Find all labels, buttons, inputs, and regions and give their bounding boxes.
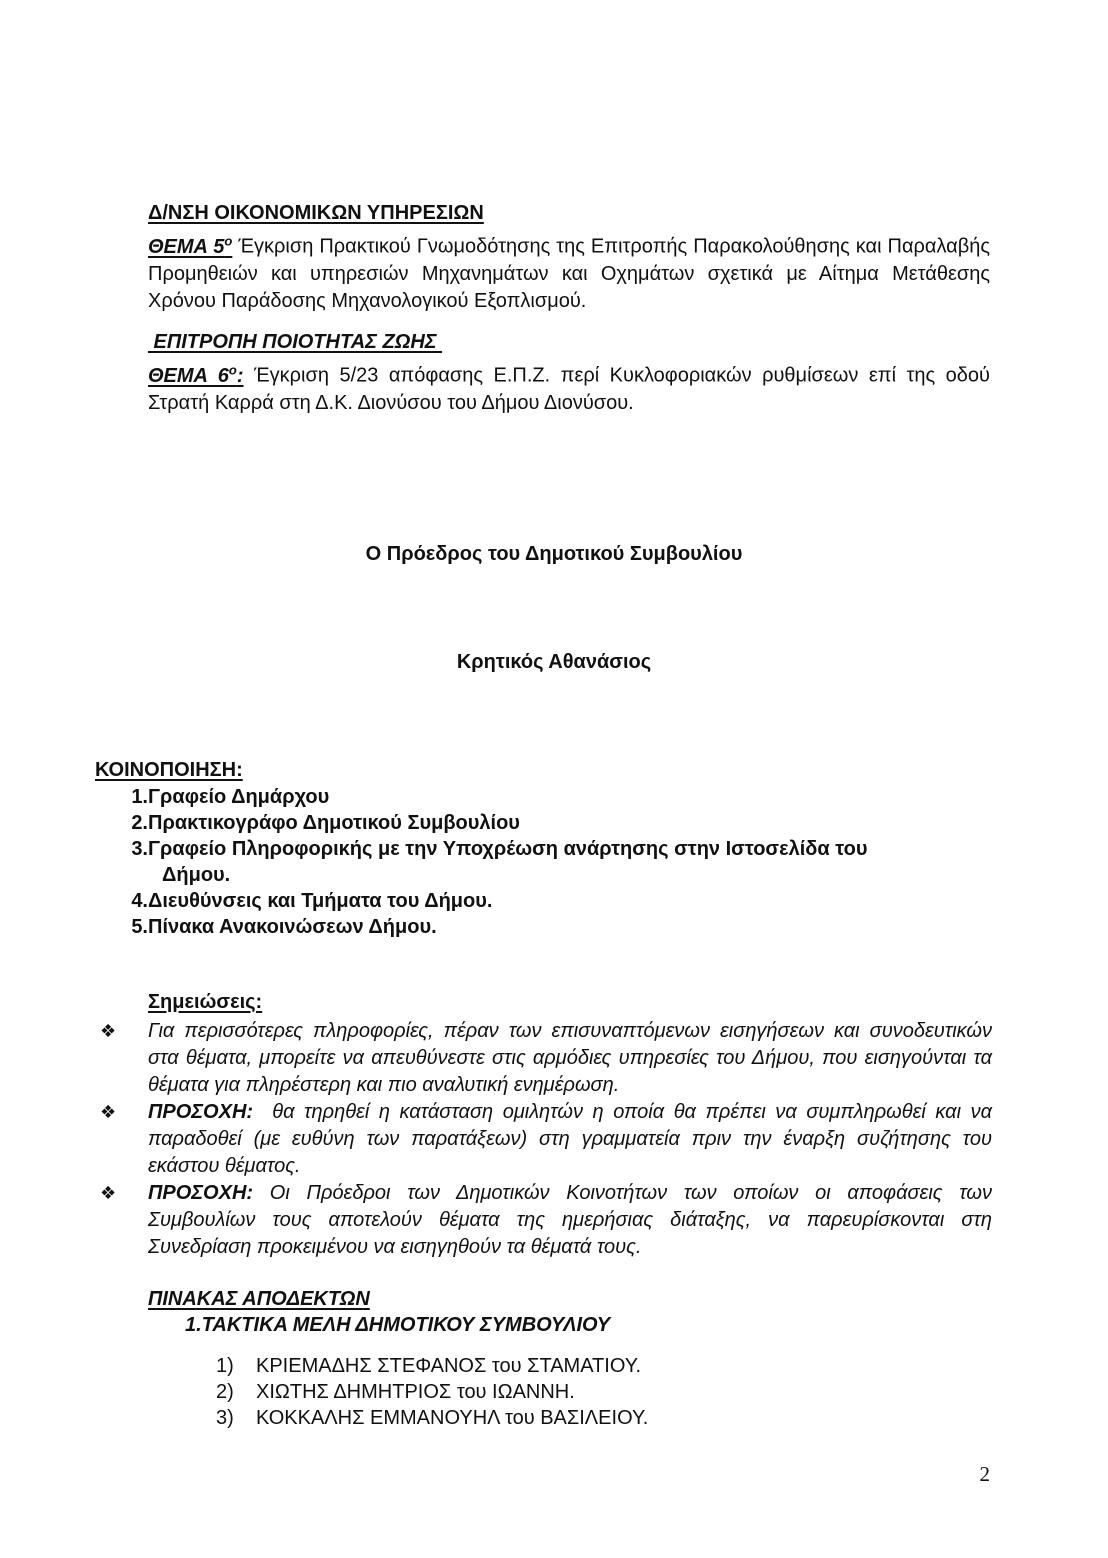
section-heading-quality-of-life: ΕΠΙΤΡΟΠΗ ΠΟΙΟΤΗΤΑΣ ΖΩΗΣ [148, 331, 443, 353]
notification-heading: ΚΟΙΝΟΠΟΙΗΣΗ: [95, 759, 243, 781]
list-item: 5. Πίνακα Ανακοινώσεων Δήμου. [131, 916, 437, 938]
list-item: 2) ΧΙΩΤΗΣ ΔΗΜΗΤΡΙΟΣ του ΙΩΑΝΝΗ. [216, 1381, 575, 1403]
notes-list [100, 1018, 998, 1261]
list-item: 3. Γραφείο Πληροφορικής με την Υποχρέωση ανάρτησης στην Ιστοσελίδα του [131, 838, 868, 860]
section-heading-financial-services: Δ/ΝΣΗ ΟΙΚΟΝΟΜΙΚΩΝ ΥΠΗΡΕΣΙΩΝ [148, 202, 484, 224]
signature-title: Ο Πρόεδρος του Δημοτικού Συμβουλίου [365, 543, 743, 565]
list-item: ❖ ΠΡΟΣΟΧΗ: θα τηρηθεί η κατάσταση ομιλητών η οποία θα πρέπει να συμπληρωθεί και να παραδοθεί (με ευθύνη των παρατάξεων) στη γραμματεία πριν την έναρξη συζήτησης του εκάστου θέματος. [100, 1101, 998, 1177]
list-item: 1. Γραφείο Δημάρχου [131, 786, 330, 808]
diamond-four-bullet-icon: ❖ [100, 1021, 117, 1041]
recipients-heading: ΠΙΝΑΚΑΣ ΑΠΟΔΕΚΤΩΝ [148, 1288, 370, 1310]
diamond-four-bullet-icon: ❖ [100, 1183, 117, 1203]
page-number: 2 [979, 1462, 990, 1486]
topic-6-paragraph [148, 356, 990, 417]
list-item: ❖ Για περισσότερες πληροφορίες, πέραν των επισυναπτόμενων εισηγήσεων και συνοδευτικών στα θέματα, μπορείτε να απευθύνεστε στις αρμόδιες υπηρεσίες του Δήμου, που εισηγούνται τα θέματα για πληρέστερη και πιο αναλυτική ενημέρωση. [100, 1020, 992, 1096]
notification-list [120, 784, 1000, 940]
signature-name: Κρητικός Αθανάσιος [456, 651, 652, 673]
topic-6-text: Έγκριση 5/23 απόφασης Ε.Π.Ζ. περί Κυκλοφοριακών ρυθμίσεων επί της οδού Στρατή Καρρά στη Δ.Κ. Διονύσου του Δήμου Διονύσου. [148, 364, 990, 414]
topic-6-label: ΘΕΜΑ $6^o$: [148, 362, 244, 387]
topic-5-paragraph [148, 227, 990, 315]
list-item: 2. Πρακτικογράφο Δημοτικού Συμβουλίου [131, 812, 520, 834]
list-item: 4. Διευθύνσεις και Τμήματα του Δήμου. [131, 890, 493, 912]
list-item: 1) ΚΡΙΕΜΑΔΗΣ ΣΤΕΦΑΝΟΣ του ΣΤΑΜΑΤΙΟΥ. [216, 1355, 642, 1377]
notes-heading: Σημειώσεις: [148, 991, 263, 1013]
list-item: 3) ΚΟΚΚΑΛΗΣ ΕΜΜΑΝΟΥΗΛ του ΒΑΣΙΛΕΙΟΥ. [216, 1407, 649, 1429]
diamond-four-bullet-icon: ❖ [100, 1102, 117, 1122]
list-item: ❖ ΠΡΟΣΟΧΗ: Οι Πρόεδροι των Δημοτικών Κοινοτήτων των οποίων οι αποφάσεις των Συμβουλίων τους αποτελούν θέματα της ημερήσιας διάταξης, να παρευρίσκονται στη Συνεδρίαση προκειμένου να εισηγηθούν τα θέματά τους. [100, 1182, 992, 1258]
list-item-continuation: Δήμου. [162, 864, 231, 886]
topic-5-text: Έγκριση Πρακτικού Γνωμοδότησης της Επιτροπής Παρακολούθησης και Παραλαβής Προμηθειών και υπηρεσιών Μηχανημάτων και Οχημάτων σχετικά με Αίτημα Μετάθεσης Χρόνου Παράδοσης Μηχανολογικού Εξοπλισμού. [148, 235, 990, 312]
recipients-list [216, 1353, 648, 1431]
recipients-subheading: 1.ΤΑΚΤΙΚΑ ΜΕΛΗ ΔΗΜΟΤΙΚΟΥ ΣΥΜΒΟΥΛΙΟΥ [185, 1314, 611, 1336]
topic-5-label: ΘΕΜΑ $5^o$ [148, 233, 233, 258]
